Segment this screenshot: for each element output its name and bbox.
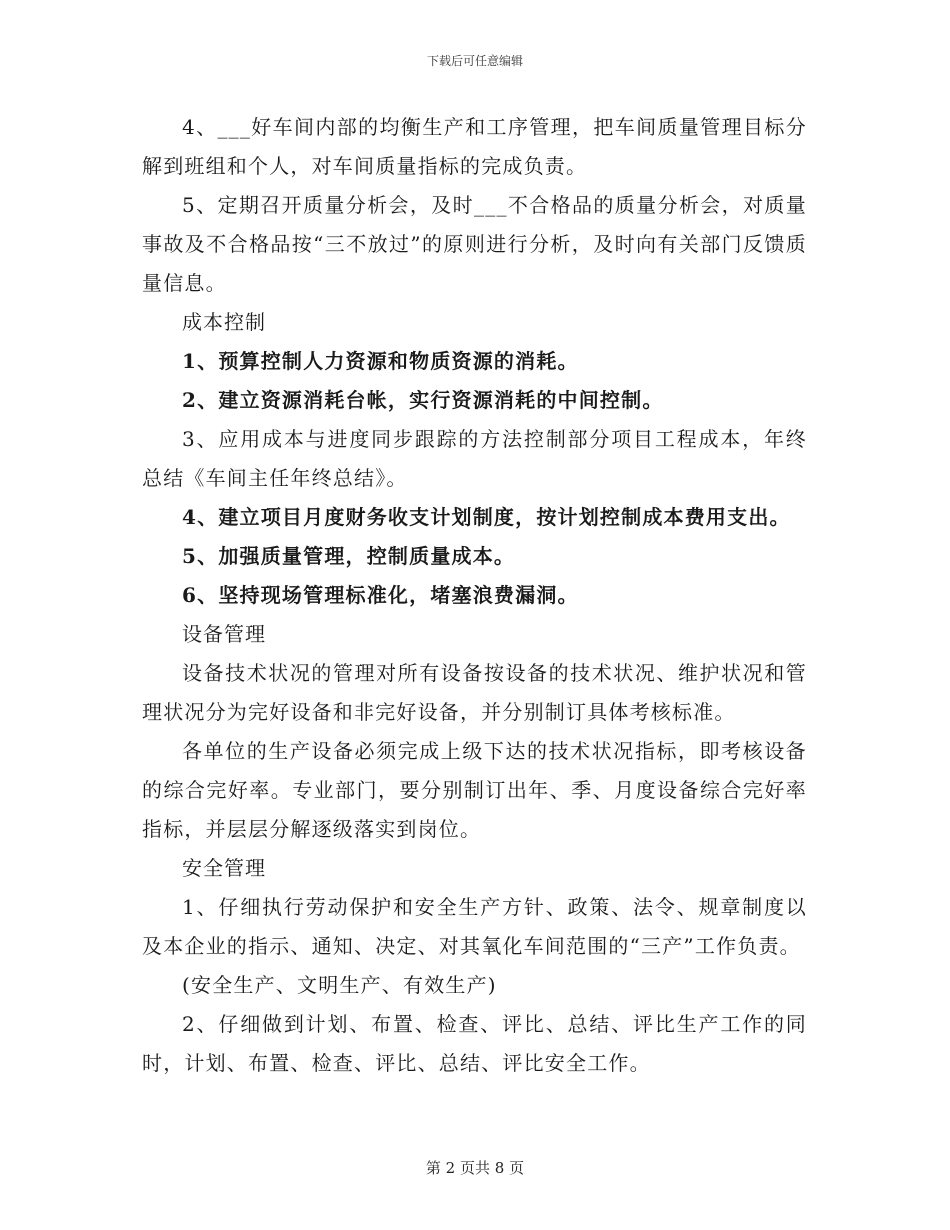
paragraph-quality-4: 4、___好车间内部的均衡生产和工序管理，把车间质量管理目标分解到班组和个人，对车间质量指标的完成负责。 [142,115,807,178]
paragraph-cost-1: 1、预算控制人力资源和物质资源的消耗。 [182,349,579,373]
section-heading-safety: 安全管理 [182,856,266,880]
section-heading-equipment: 设备管理 [182,622,266,646]
paragraph-safety-note: (安全生产、文明生产、有效生产) [182,973,497,997]
paragraph-safety-2: 2、仔细做到计划、布置、检查、评比、总结、评比生产工作的同时，计划、布置、检查、评比、总结、评比安全工作。 [142,1012,807,1075]
page-header: 下载后可任意编辑 [426,54,523,68]
paragraph-cost-6: 6、坚持现场管理标准化，堵塞浪费漏洞。 [182,583,579,607]
section-heading-cost-control: 成本控制 [182,310,266,334]
paragraph-quality-5: 5、定期召开质量分析会，及时___不合格品的质量分析会，对质量事故及不合格品按“三不放过”的原则进行分析，及时向有关部门反馈质量信息。 [142,193,807,295]
paragraph-cost-3: 3、应用成本与进度同步跟踪的方法控制部分项目工程成本，年终总结《车间主任年终总结》。 [142,427,807,490]
document-body [142,108,807,1083]
paragraph-equipment-1: 设备技术状况的管理对所有设备按设备的技术状况、维护状况和管理状况分为完好设备和非完好设备，并分别制订具体考核标准。 [142,661,807,724]
paragraph-cost-4: 4、建立项目月度财务收支计划制度，按计划控制成本费用支出。 [182,505,791,529]
paragraph-cost-5: 5、加强质量管理，控制质量成本。 [182,544,516,568]
paragraph-equipment-2: 各单位的生产设备必须完成上级下达的技术状况指标，即考核设备的综合完好率。专业部门，要分别制订出年、季、月度设备综合完好率指标，并层层分解逐级落实到岗位。 [142,739,807,841]
paragraph-cost-2: 2、建立资源消耗台帐，实行资源消耗的中间控制。 [182,388,664,412]
page-footer: 第 2 页共 8 页 [425,1159,525,1177]
paragraph-safety-1: 1、仔细执行劳动保护和安全生产方针、政策、法令、规章制度以及本企业的指示、通知、决定、对其氧化车间范围的“三产”工作负责。 [142,895,807,958]
